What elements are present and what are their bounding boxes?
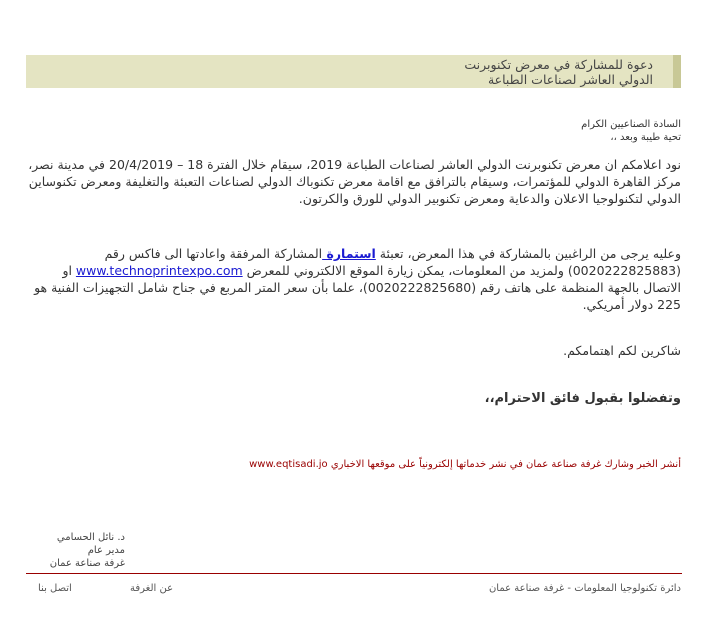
form-link[interactable]: استمارة [322, 246, 376, 261]
footer-about-link[interactable]: عن الغرفة [130, 583, 174, 594]
signer-name: د. نائل الحسامي [56, 532, 125, 543]
footer-contact-link[interactable]: اتصل بنا [38, 583, 72, 594]
title-line-1: دعوة للمشاركة في معرض تكنوبرنت [464, 57, 653, 72]
footer-department: دائرة تكنولوجيا المعلومات - غرفة صناعة عمان [488, 583, 681, 594]
salutation: السادة الصناعيين الكرام [581, 119, 681, 130]
greeting [81, 118, 681, 144]
share-news-link[interactable]: أنشر الخبر وشارك غرفة صناعة عمان في نشر خدماتها إلكترونياً على موقعها الاخباري www.eqtisadi.jo [249, 459, 681, 470]
signer-position: مدير عام [87, 545, 125, 556]
signer-organization: غرفة صناعة عمان [49, 558, 125, 569]
opening-line: تحية طيبة وبعد ،، [610, 132, 681, 143]
website-link[interactable]: www.technoprintexpo.com [75, 263, 243, 278]
title-line-2: الدولي العاشر لصناعات الطباعة [487, 72, 653, 87]
paragraph-participation [26, 245, 681, 313]
title-banner [26, 55, 681, 88]
paragraph-text-2: المشاركة المرفقة واعادتها الى فاكس رقم (0020222825883) ولمزيد من المعلومات، يمكن زيارة الموقع الالكتروني للمعرض [104, 246, 681, 278]
paragraph-event-info: نود اعلامكم ان معرض تكنوبرنت الدولي العاشر لصناعات الطباعة 2019، سيقام خلال الفترة 18 – 20/4/2019 في مدينة نصر، مركز القاهرة الدولي للمؤتمرات، وسيقام بالترافق مع اقامة معرض تكنوباك الدولي لصناعات التعبئة والتغليفة ومعرض تكنوساين الدولي لتكنولوجيا الاعلان والدعاية ومعرض تكنوبير الدولي للورق والكرتون. [28, 157, 681, 206]
signature-block [25, 531, 125, 570]
paragraph-text-1: وعليه يرجى من الراغبين بالمشاركة في هذا المعرض، تعبئة [375, 246, 681, 261]
paragraph-text-3: او الاتصال بالجهة المنظمة على هاتف رقم (0020222825680)، علما بأن سعر المتر المربع في جناح شامل التجهيزات الفنية هو 225 دولار أمريكي. [34, 263, 681, 312]
closing-line: وتفضلوا بقبول فائق الاحترام،، [484, 391, 681, 406]
thanks-line: شاكرين لكم اهتمامكم. [563, 343, 681, 358]
footer-divider [26, 573, 682, 574]
